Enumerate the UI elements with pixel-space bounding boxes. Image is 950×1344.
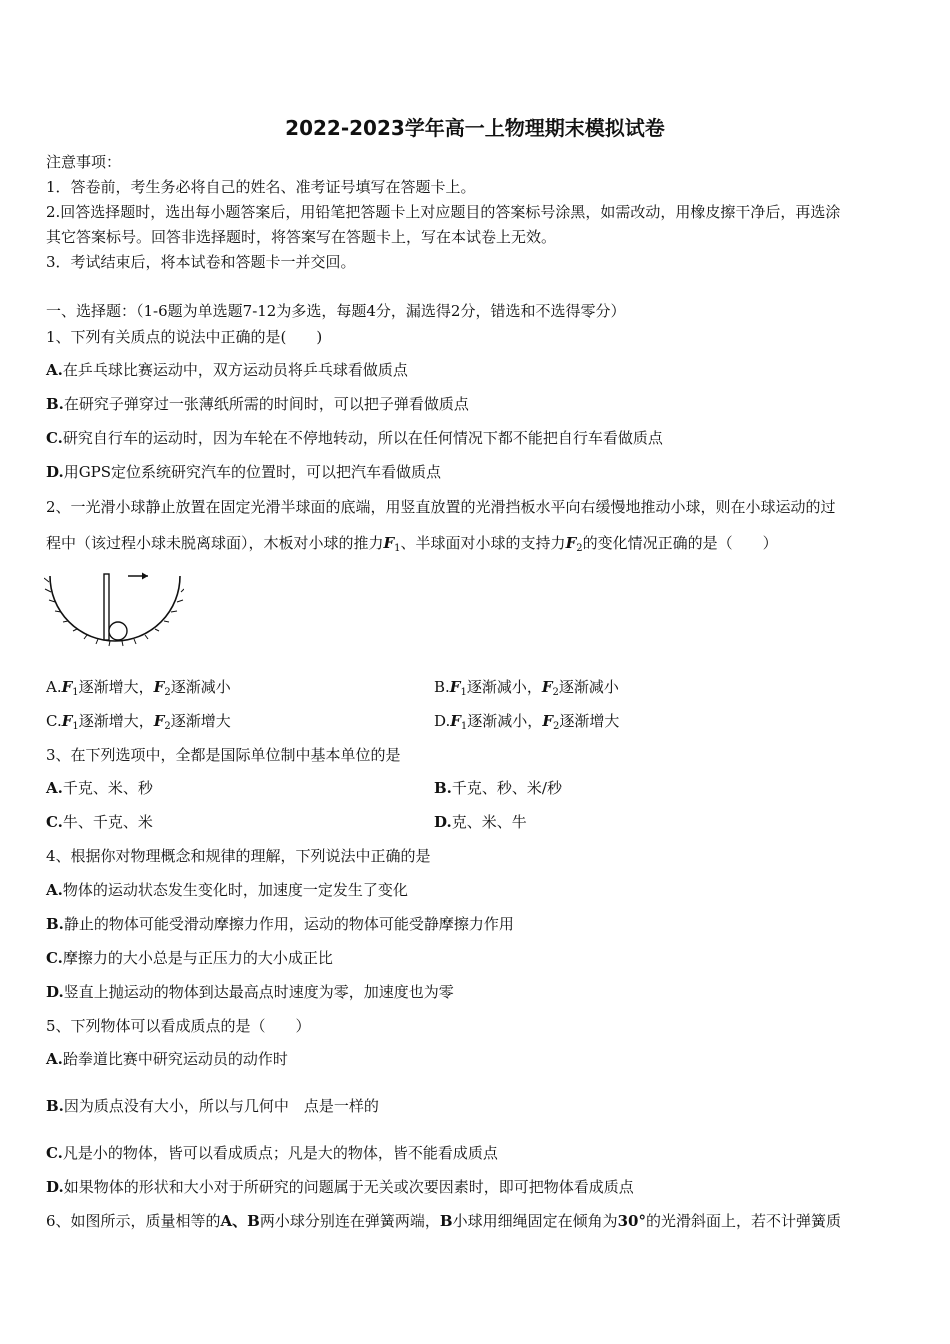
stem-text: 的光滑斜面上，若不计弹簧质 — [645, 1212, 841, 1230]
q5-option-a — [46, 1049, 288, 1069]
q1-option-d — [46, 462, 441, 482]
force-subscript: 1 — [394, 543, 401, 554]
option-text: 逐渐减小， — [467, 712, 543, 730]
option-label: A. — [46, 361, 63, 379]
option-text: 在研究子弹穿过一张薄纸所需的时间时，可以把子弹看做质点 — [63, 395, 469, 413]
force-subscript: 1 — [460, 721, 468, 732]
option-label: B. — [46, 1097, 64, 1115]
option-label: C. — [46, 429, 63, 447]
option-label: B. — [46, 915, 64, 933]
force-symbol: F — [541, 678, 553, 696]
notice-item-2: 2.回答选择题时，选出每小题答案后，用铅笔把答题卡上对应题目的答案标号涂黑，如需改动，用橡皮擦干净后，再选涂 — [46, 203, 841, 221]
section-heading: 一、选择题：（1-6题为单选题7-12为多选，每题4分，漏选得2分，错选和不选得零分） — [46, 302, 626, 320]
q2-option-b — [434, 677, 619, 697]
force-subscript: 1 — [460, 687, 467, 698]
q3-option-d — [434, 812, 527, 832]
option-text: 逐渐增大， — [78, 712, 154, 730]
stem-text: 程中（该过程小球未脱离球面），木板对小球的推力 — [46, 534, 384, 552]
option-text: 物体的运动状态发生变化时，加速度一定发生了变化 — [62, 881, 408, 899]
option-text: 牛、千克、米 — [62, 813, 153, 831]
force-subscript: 2 — [576, 543, 583, 554]
page-title: 2022-2023学年高一上物理期末模拟试卷 — [285, 116, 665, 140]
q4-option-d — [46, 982, 454, 1002]
stem-text: 的变化情况正确的是（ ） — [582, 534, 778, 552]
force-symbol: F — [542, 712, 553, 730]
option-label: C. — [46, 712, 62, 730]
option-text: 逐渐增大 — [559, 712, 620, 730]
q3-option-c — [46, 812, 153, 832]
option-label: D. — [46, 983, 64, 1001]
option-label: D. — [46, 1178, 64, 1196]
option-label: D. — [46, 463, 64, 481]
q5-option-c — [46, 1143, 498, 1163]
q5-option-b — [46, 1096, 379, 1116]
arrow-head-icon — [142, 573, 148, 580]
notice-item-2-cont: 其它答案标号。回答非选择题时，将答案写在答题卡上，写在本试卷上无效。 — [46, 228, 557, 246]
q4-option-c — [46, 948, 333, 968]
force-subscript: 2 — [552, 687, 559, 698]
force-symbol: F — [383, 534, 395, 552]
q2-stem-line2 — [46, 533, 778, 553]
option-label: C. — [46, 949, 63, 967]
force-symbol: F — [61, 712, 73, 730]
option-text: 逐渐减小 — [170, 678, 231, 696]
option-text: 克、米、牛 — [451, 813, 527, 831]
force-symbol: F — [153, 712, 165, 730]
vertical-board — [104, 574, 109, 640]
q5-stem: 5、下列物体可以看成质点的是（ ） — [46, 1017, 311, 1035]
small-ball — [109, 622, 127, 640]
option-label: B. — [46, 395, 64, 413]
option-text: 摩擦力的大小总是与正压力的大小成正比 — [62, 949, 333, 967]
force-subscript: 1 — [72, 721, 79, 732]
force-symbol: F — [61, 678, 73, 696]
q3-stem: 3、在下列选项中，全都是国际单位制中基本单位的是 — [46, 746, 401, 764]
force-symbol: F — [450, 712, 461, 730]
option-label: A. — [46, 1050, 63, 1068]
stem-text: 小球用细绳固定在倾角为 — [452, 1212, 618, 1230]
q4-option-b — [46, 914, 514, 934]
q2-option-a — [46, 677, 231, 697]
q4-option-a — [46, 880, 408, 900]
q2-option-c — [46, 711, 231, 731]
option-label: C. — [46, 813, 63, 831]
option-text: 研究自行车的运动时，因为车轮在不停地转动，所以在任何情况下都不能把自行车看做质点 — [62, 429, 663, 447]
option-text: 静止的物体可能受滑动摩擦力作用，运动的物体可能受静摩擦力作用 — [63, 915, 514, 933]
option-text: 竖直上抛运动的物体到达最高点时速度为零，加速度也为零 — [63, 983, 454, 1001]
stem-bold: B — [439, 1212, 453, 1230]
option-label: D. — [434, 712, 451, 730]
option-label: D. — [434, 813, 452, 831]
option-text: 逐渐增大， — [78, 678, 154, 696]
force-symbol: F — [449, 678, 461, 696]
option-label: C. — [46, 1144, 63, 1162]
option-label: A. — [46, 881, 63, 899]
stem-text: 6、如图所示，质量相等的 — [46, 1212, 221, 1230]
force-symbol: F — [565, 534, 577, 552]
stem-text: 、半球面对小球的支持力 — [400, 534, 566, 552]
q1-option-b — [46, 394, 469, 414]
option-text: 逐渐减小 — [558, 678, 619, 696]
force-subscript: 1 — [72, 687, 79, 698]
option-text: 逐渐减小， — [466, 678, 542, 696]
option-text: 千克、米、秒 — [62, 779, 153, 797]
stem-bold: A、B — [220, 1212, 260, 1230]
option-text: 凡是小的物体，皆可以看成质点；凡是大的物体，皆不能看成质点 — [62, 1144, 498, 1162]
q3-option-a — [46, 778, 153, 798]
option-text: 跆拳道比赛中研究运动员的动作时 — [62, 1050, 288, 1068]
option-text: 如果物体的形状和大小对于所研究的问题属于无关或次要因素时，即可把物体看成质点 — [63, 1178, 634, 1196]
q1-option-a — [46, 360, 408, 380]
option-text: 在乒乓球比赛运动中，双方运动员将乒乓球看做质点 — [62, 361, 408, 379]
option-label: B. — [434, 678, 450, 696]
stem-text: 两小球分别连在弹簧两端， — [259, 1212, 440, 1230]
option-label: A. — [46, 779, 63, 797]
force-subscript: 2 — [552, 721, 560, 732]
hemisphere-figure — [44, 566, 184, 648]
force-subscript: 2 — [164, 687, 171, 698]
option-text: 千克、秒、米/秒 — [451, 779, 562, 797]
q2-option-d — [434, 711, 619, 731]
option-text: 因为质点没有大小，所以与几何中 点是一样的 — [63, 1097, 379, 1115]
q2-stem-line1: 2、一光滑小球静止放置在固定光滑半球面的底端，用竖直放置的光滑挡板水平向右缓慢地推动小球，则在小球运动的过 — [46, 498, 836, 516]
q5-option-d — [46, 1177, 634, 1197]
q4-stem: 4、根据你对物理概念和规律的理解，下列说法中正确的是 — [46, 847, 431, 865]
stem-bold: 30° — [617, 1212, 646, 1230]
notice-item-3: 3．考试结束后，将本试卷和答题卡一并交回。 — [46, 253, 356, 271]
option-text: 用GPS定位系统研究汽车的位置时，可以把汽车看做质点 — [63, 463, 442, 481]
q3-option-b — [434, 778, 562, 798]
notice-item-1: 1．答卷前，考生务必将自己的姓名、准考证号填写在答题卡上。 — [46, 178, 476, 196]
option-label: B. — [434, 779, 452, 797]
force-subscript: 2 — [164, 721, 171, 732]
notice-heading: 注意事项： — [46, 153, 122, 171]
force-symbol: F — [153, 678, 165, 696]
option-label: A. — [46, 678, 62, 696]
option-text: 逐渐增大 — [170, 712, 231, 730]
q1-stem: 1、下列有关质点的说法中正确的是( ) — [46, 328, 323, 346]
q6-stem — [46, 1211, 841, 1231]
q1-option-c — [46, 428, 663, 448]
